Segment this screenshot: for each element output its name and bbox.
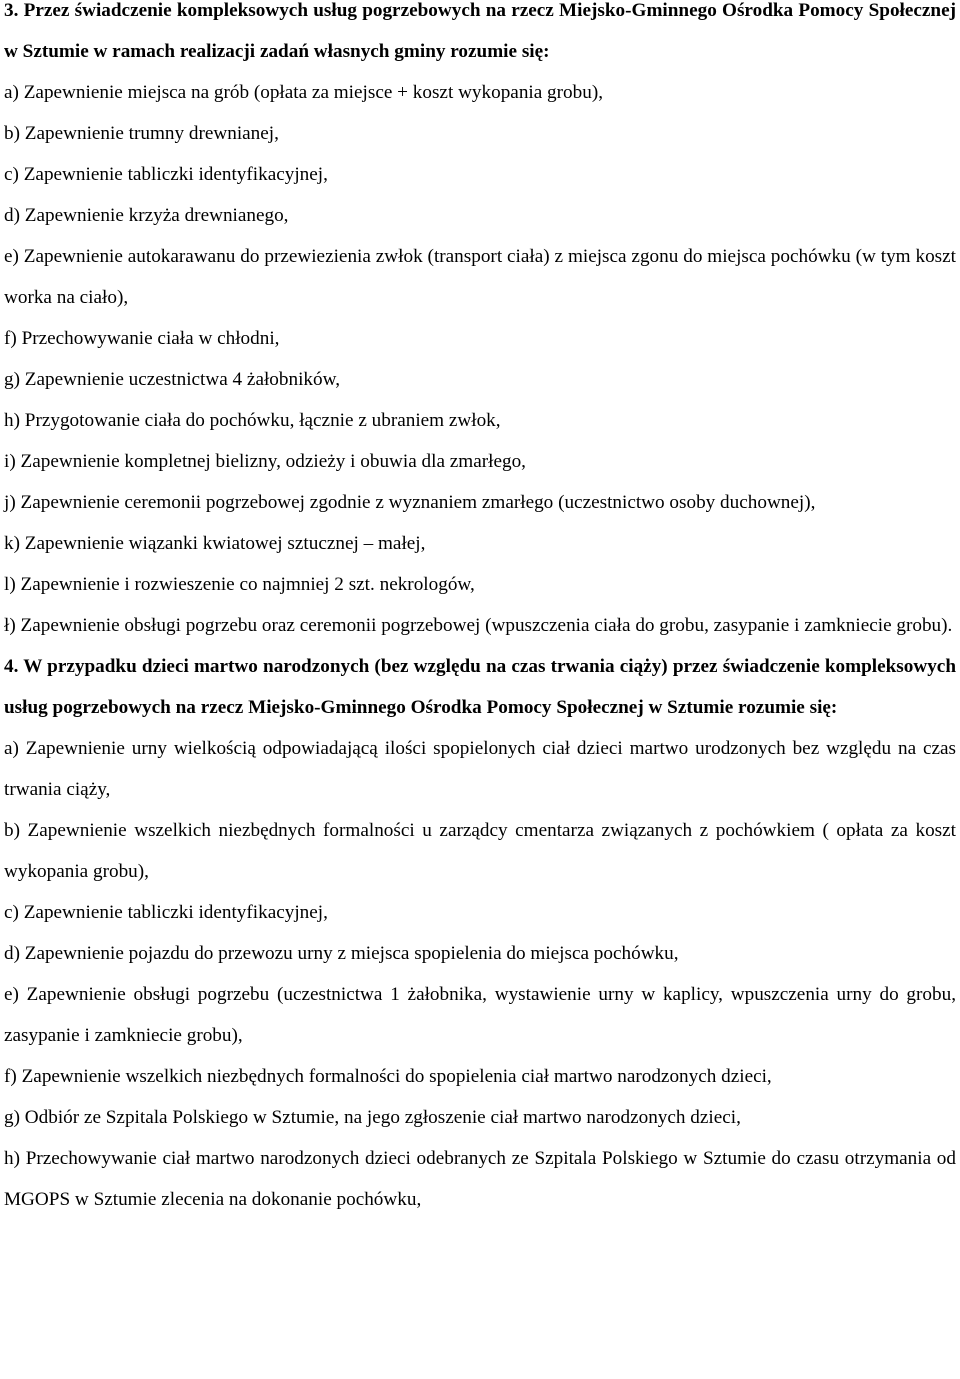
list-item: f) Zapewnienie wszelkich niezbędnych formalności do spopielenia ciał martwo narodzonych dzieci,: [4, 1066, 772, 1087]
list-item: d) Zapewnienie krzyża drewnianego,: [4, 205, 289, 226]
list-item: h) Przechowywanie ciał martwo narodzonych dzieci odebranych ze Szpitala Polskiego w Sztumie do czasu otrzymania od MGOPS w Sztumie zlecenia na dokonanie pochówku,: [4, 1148, 956, 1210]
list-item: d) Zapewnienie pojazdu do przewozu urny z miejsca spopielenia do miejsca pochówku,: [4, 943, 679, 964]
list-item: g) Odbiór ze Szpitala Polskiego w Sztumie, na jego zgłoszenie ciał martwo narodzonych dzieci,: [4, 1107, 741, 1128]
list-item: j) Zapewnienie ceremonii pogrzebowej zgodnie z wyznaniem zmarłego (uczestnictwo osoby duchownej),: [4, 492, 816, 513]
list-item: c) Zapewnienie tabliczki identyfikacyjnej,: [4, 164, 328, 185]
list-item: a) Zapewnienie urny wielkością odpowiadającą ilości spopielonych ciał dzieci martwo urodzonych bez względu na czas trwania ciąży,: [4, 738, 956, 800]
list-item: e) Zapewnienie autokarawanu do przewiezienia zwłok (transport ciała) z miejsca zgonu do miejsca pochówku (w tym koszt worka na ciało),: [4, 246, 956, 308]
list-item: b) Zapewnienie wszelkich niezbędnych formalności u zarządcy cmentarza związanych z pochówkiem ( opłata za koszt wykopania grobu),: [4, 820, 956, 882]
section-3-heading: 3. Przez świadczenie kompleksowych usług pogrzebowych na rzecz Miejsko-Gminnego Ośrodka Pomocy Społecznej w Sztumie w ramach realizacji zadań własnych gminy rozumie się:: [4, 0, 956, 62]
list-item: a) Zapewnienie miejsca na grób (opłata za miejsce + koszt wykopania grobu),: [4, 82, 604, 103]
list-item: k) Zapewnienie wiązanki kwiatowej sztucznej – małej,: [4, 533, 426, 554]
list-item: ł) Zapewnienie obsługi pogrzebu oraz ceremonii pogrzebowej (wpuszczenia ciała do grobu, zasypanie i zamkniecie grobu).: [4, 615, 953, 636]
list-item: l) Zapewnienie i rozwieszenie co najmniej 2 szt. nekrologów,: [4, 574, 475, 595]
list-item: g) Zapewnienie uczestnictwa 4 żałobników,: [4, 369, 341, 390]
section-3-list: [4, 72, 956, 646]
list-item: e) Zapewnienie obsługi pogrzebu (uczestnictwa 1 żałobnika, wystawienie urny w kaplicy, wpuszczenia urny do grobu, zasypanie i zamkniecie grobu),: [4, 984, 956, 1046]
list-item: c) Zapewnienie tabliczki identyfikacyjnej,: [4, 902, 328, 923]
section-4-heading: 4. W przypadku dzieci martwo narodzonych (bez względu na czas trwania ciąży) przez świadczenie kompleksowych usług pogrzebowych na rzecz Miejsko-Gminnego Ośrodka Pomocy Społecznej w Sztumie rozumie się:: [4, 656, 956, 718]
list-item: h) Przygotowanie ciała do pochówku, łącznie z ubraniem zwłok,: [4, 410, 501, 431]
section-4-list: [4, 728, 956, 1220]
list-item: f) Przechowywanie ciała w chłodni,: [4, 328, 280, 349]
list-item: i) Zapewnienie kompletnej bielizny, odzieży i obuwia dla zmarłego,: [4, 451, 526, 472]
list-item: b) Zapewnienie trumny drewnianej,: [4, 123, 279, 144]
